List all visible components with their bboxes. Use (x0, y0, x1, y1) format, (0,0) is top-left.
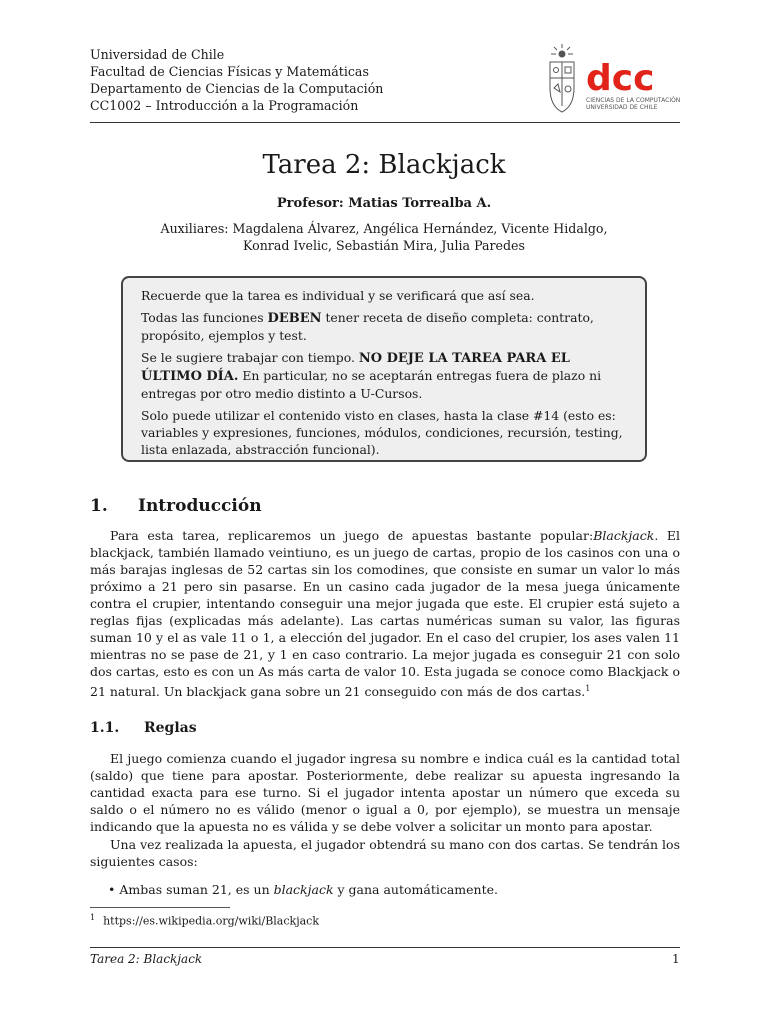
subsection-heading-reglas (90, 720, 197, 736)
logo-subtext-line1: CIENCIAS DE LA COMPUTACIÓN (586, 97, 681, 104)
notice-deadline: Se le sugiere trabajar con tiempo. NO DEJE LA TAREA PARA EL ÚLTIMO DÍA. En particular, no se aceptarán entregas fuera de plazo ni entregas por otro medio distinto a U-Cursos. (141, 350, 602, 401)
notice-box (121, 276, 647, 462)
professor-line: Profesor: Matias Torrealba A. (276, 196, 492, 211)
rules-paragraph-1: El juego comienza cuando el jugador ingresa su nombre e indica cuál es la cantidad total (saldo) que tiene para apostar. Posteriormente, debe realizar su apuesta ingresando la cantidad exacta para ese turno. Si el jugador intenta apostar un número que exceda su saldo o el número no es válido (menor o igual a 0, por ejemplo), se muestra un mensaje indicando que la apuesta no es válida y se debe volver a solicitar un monto para apostar. (90, 751, 680, 834)
subsection-number: 1.1. (90, 720, 120, 736)
intro-paragraph: Para esta tarea, replicaremos un juego de apuestas bastante popular:Blackjack. El blackjack, también llamado veintiuno, es un juego de cartas, propio de los casinos con una o más barajas inglesas de 52 cartas sin los comodines, que consiste en sumar un valor lo más próximo a 21 pero sin pasarse. En un casino cada jugador de la mesa juega únicamente contra el crupier, intentando conseguir una mejor jugada que este. El crupier está sujeto a reglas fijas (explicadas más adelante). Las cartas numéricas suman su valor, las figuras suman 10 y el as vale 11 o 1, a elección del jugador. En el caso del crupier, los ases valen 11 mientras no se pase de 21, y 1 en caso contrario. La mejor jugada es conseguir 21 con solo dos cartas, esto es con un As más carta de valor 10. Esta jugada se conoce como Blackjack o 21 natural. Un blackjack gana sobre un 21 conseguido con más de dos cartas.$^1$ (90, 528, 680, 700)
section-heading-introduccion (90, 496, 262, 516)
dcc-logo (546, 44, 682, 116)
page-number: 1 (672, 952, 680, 966)
assistants-line1: Auxiliares: Magdalena Álvarez, Angélica Hernández, Vicente Hidalgo, (160, 221, 608, 236)
rules-paragraph-2: Una vez realizada la apuesta, el jugador obtendrá su mano con dos cartas. Se tendrán los siguientes casos: (90, 837, 680, 869)
institution-header (90, 46, 383, 114)
subsection-title: Reglas (144, 720, 197, 736)
notice-individual: Recuerde que la tarea es individual y se verificará que así sea. (141, 288, 535, 303)
section-title: Introducción (138, 496, 262, 516)
university-seal-icon (550, 44, 574, 112)
list-item: • Ambas suman 21, es un blackjack y gana automáticamente. (108, 882, 498, 897)
assistants-list (0, 220, 768, 254)
logo-subtext-line2: UNIVERSIDAD DE CHILE (586, 104, 658, 111)
header-line-department: Departamento de Ciencias de la Computación (90, 81, 384, 96)
section-number: 1. (90, 496, 108, 516)
notice-allowed-content: Solo puede utilizar el contenido visto en clases, hasta la clase #14 (esto es: variables y expresiones, funciones, módulos, condiciones, recursión, testing, lista enlazada, abstracción funcional). (141, 408, 623, 457)
header-line-course: CC1002 – Introducción a la Programación (90, 98, 359, 113)
header-divider (90, 122, 680, 123)
logo-wordmark: dcc (586, 58, 655, 99)
footer-title: Tarea 2: Blackjack (90, 952, 203, 966)
header-line-faculty: Facultad de Ciencias Físicas y Matemáticas (90, 64, 369, 79)
footer-divider (90, 947, 680, 948)
header-line-university: Universidad de Chile (90, 47, 225, 62)
footnote-divider (90, 907, 230, 908)
footnote-mark: 1 (90, 913, 96, 922)
footnote-url[interactable]: https://es.wikipedia.org/wiki/Blackjack (103, 914, 319, 928)
blackjack-term-italic: blackjack (273, 882, 334, 897)
notice-emphasis-deben: DEBEN (267, 311, 322, 326)
footnote (90, 913, 319, 928)
assistants-line2: Konrad Ivelic, Sebastián Mira, Julia Paredes (243, 238, 525, 253)
blackjack-term: Blackjack (593, 528, 655, 543)
notice-design-recipe: Todas las funciones DEBEN tener receta de diseño completa: contrato, propósito, ejemplos y test. (141, 310, 594, 343)
notice-emphasis-deadline: NO DEJE LA TAREA PARA EL ÚLTIMO DÍA. (141, 351, 570, 384)
document-title: Tarea 2: Blackjack (262, 150, 506, 180)
footnote-reference: 1 (585, 684, 591, 693)
